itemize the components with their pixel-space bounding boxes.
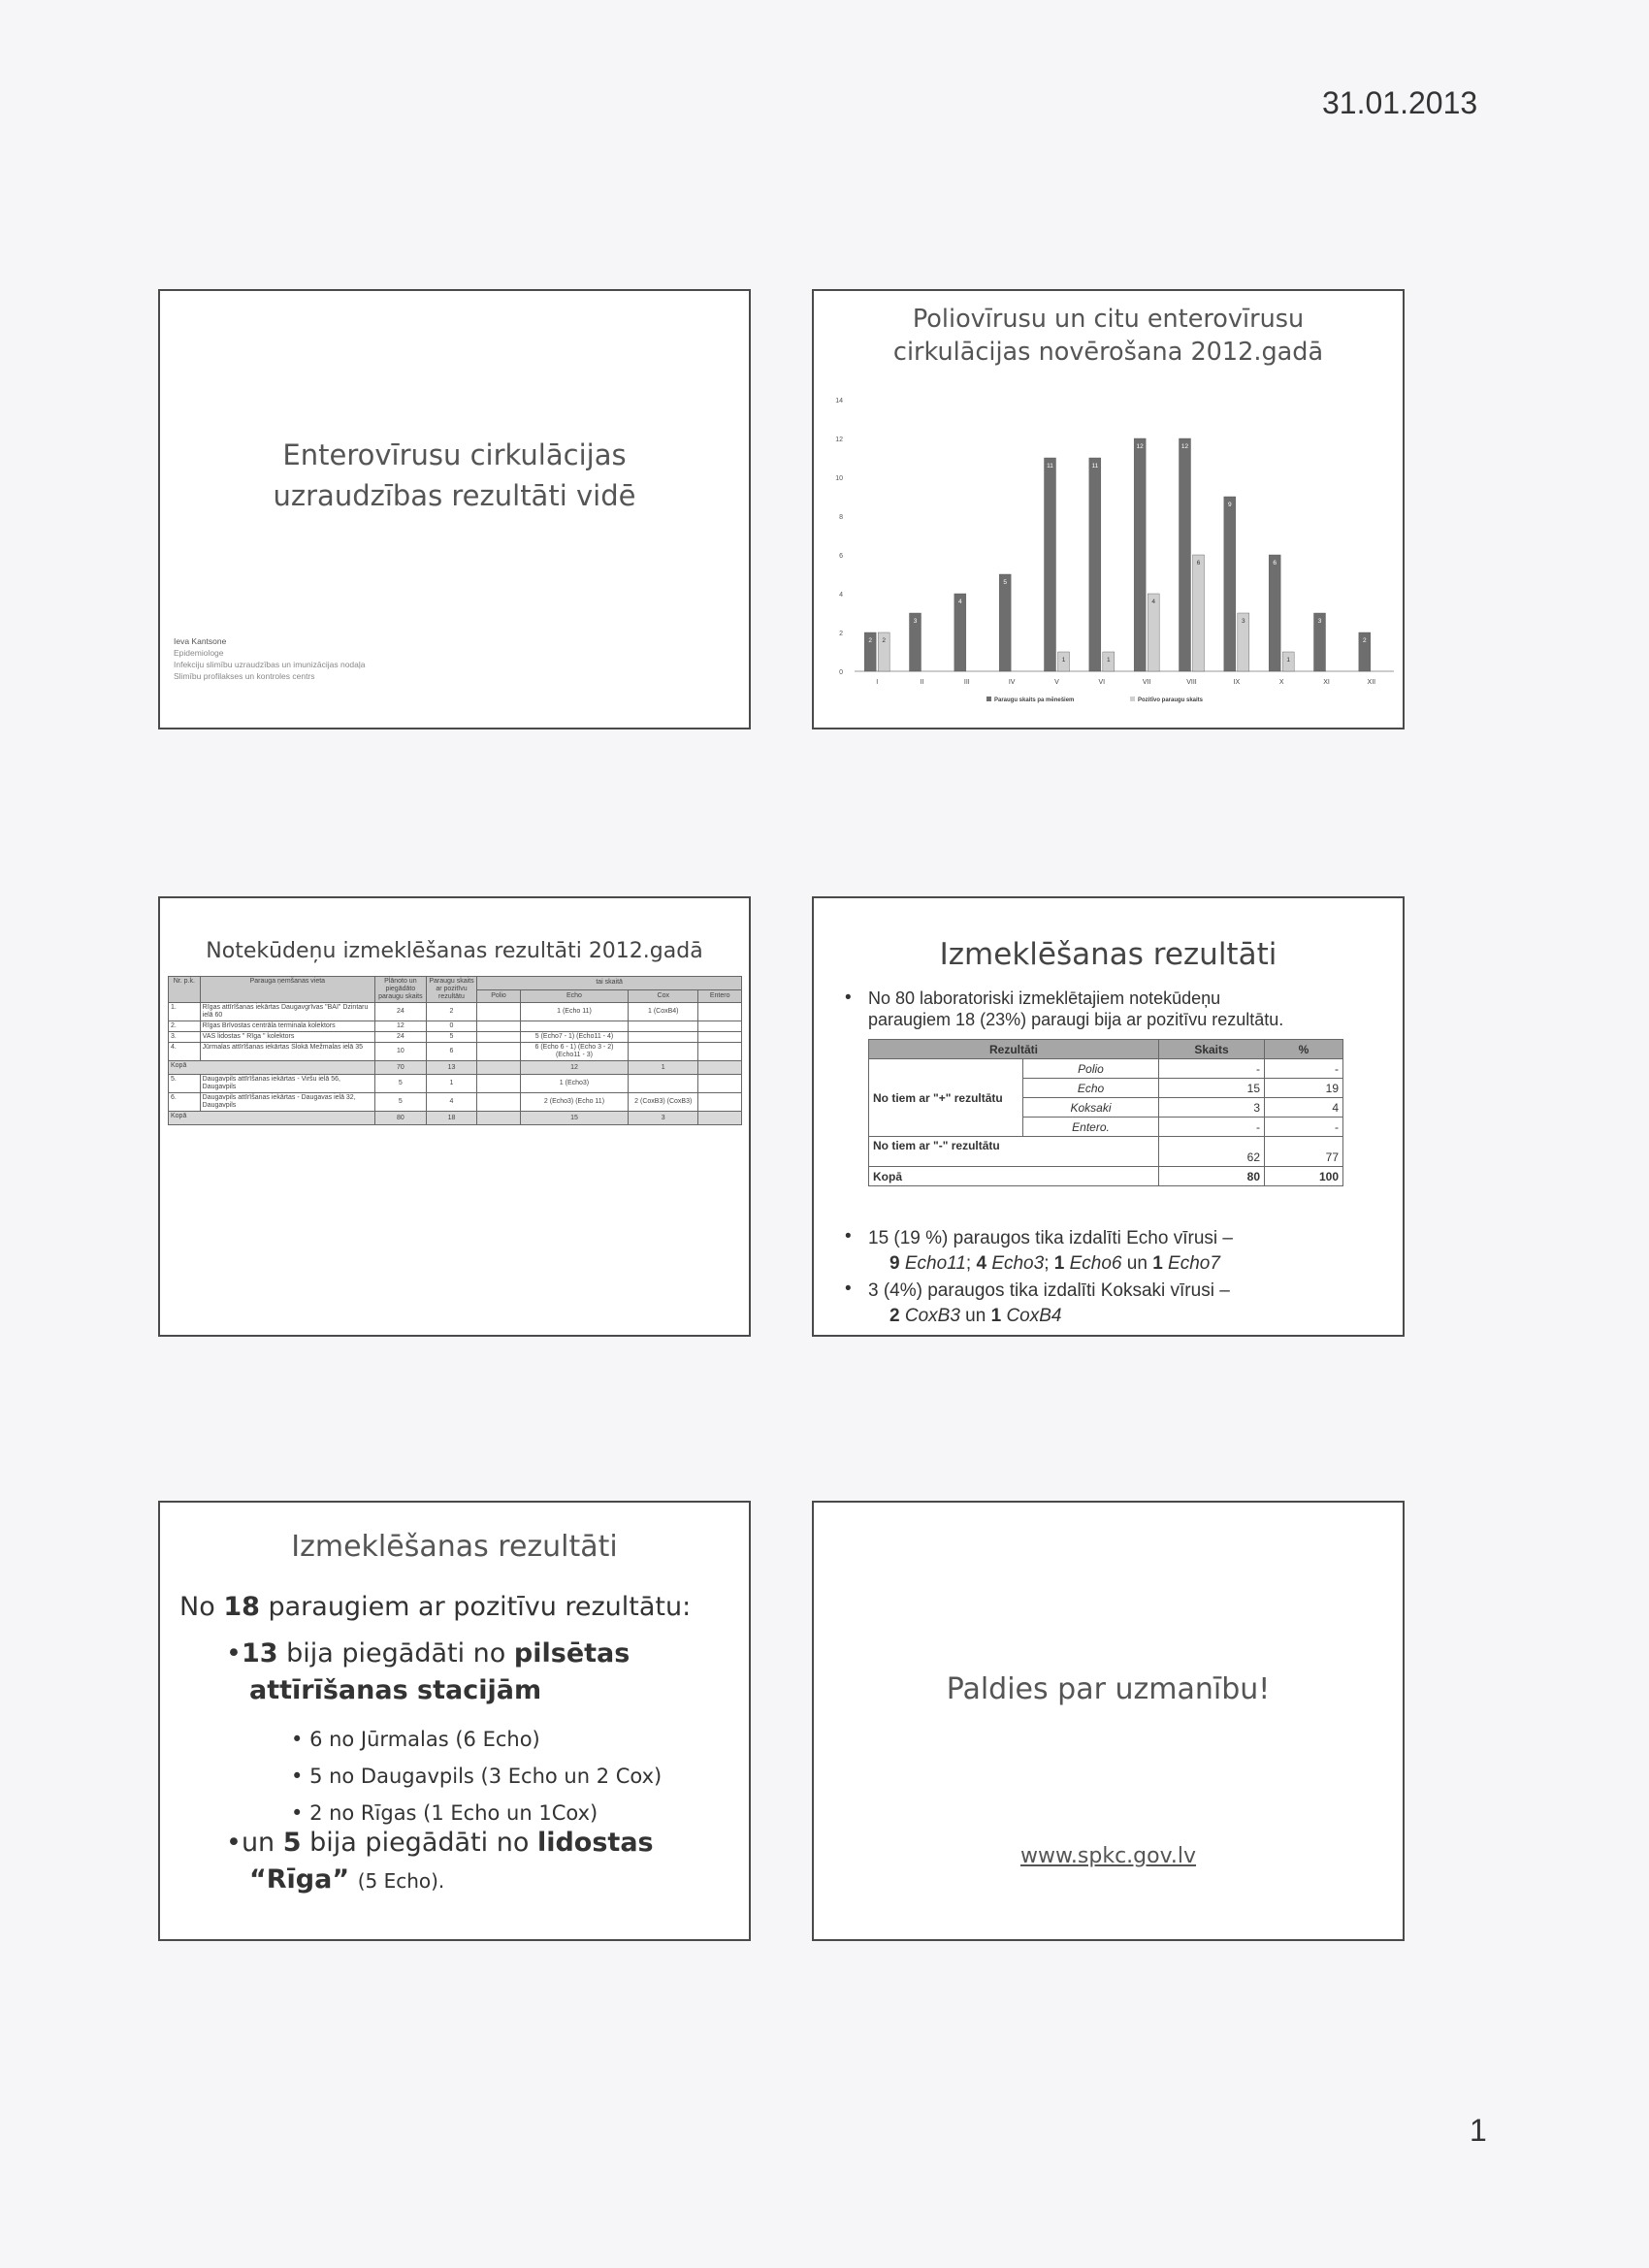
cell-entero	[698, 1021, 742, 1032]
bar-data-label: 1	[1286, 657, 1290, 664]
cell-pct: 100	[1265, 1167, 1343, 1186]
cell-polio	[477, 1021, 521, 1032]
bar	[999, 574, 1011, 671]
cell-name: Koksaki	[1023, 1098, 1159, 1118]
bar-data-label: 2	[882, 637, 886, 644]
summary-sub-item: • 2 no Rīgas (1 Echo un 1Cox)	[291, 1801, 598, 1825]
cell-polio	[477, 1043, 521, 1061]
bullet1-line1: No 80 laboratoriski izmeklētajiem notekūdeņu	[868, 988, 1221, 1008]
cell-cox	[629, 1032, 698, 1043]
slide1-title-line2: uzraudzības rezultāti vidē	[273, 479, 636, 512]
y-tick-label: 0	[839, 669, 843, 676]
x-tick-label: XII	[1367, 679, 1376, 686]
bar-data-label: 2	[1363, 637, 1367, 644]
bar-data-label: 1	[1107, 657, 1111, 664]
slide2-title-line2: cirkulācijas novērošana 2012.gadā	[892, 338, 1324, 367]
bar-data-label: 6	[1196, 560, 1201, 567]
x-tick-label: VIII	[1186, 679, 1197, 686]
neg-label: No tiem ar "-" rezultātu	[869, 1137, 1159, 1167]
bar-data-label: 11	[1047, 463, 1053, 470]
cell-nr: 6.	[169, 1093, 201, 1112]
author-role: Epidemiologe	[174, 648, 224, 658]
cell-planned: 24	[375, 1003, 427, 1021]
cell-polio	[477, 1112, 521, 1125]
x-tick-label: II	[920, 679, 924, 686]
summary-intro: No 18 paraugiem ar pozitīvu rezultātu:	[179, 1592, 692, 1622]
author-department: Infekciju slimību uzraudzības un imunizācijas nodaļa	[174, 660, 366, 669]
cell-name: Polio	[1023, 1059, 1159, 1079]
bullet3-line2: 2 CoxB3 un 1 CoxB4	[889, 1306, 1062, 1326]
slide-title	[158, 289, 751, 729]
cell-count: 80	[1159, 1167, 1265, 1186]
total-label: Kopā	[869, 1167, 1159, 1186]
col-positive: Paraugu skaits ar pozitīvu rezultātu	[426, 977, 477, 1003]
bar-data-label: 4	[958, 599, 962, 605]
cell-planned: 10	[375, 1043, 427, 1061]
cell-nr: 3.	[169, 1032, 201, 1043]
cell-echo: 1 (Echo 11)	[520, 1003, 628, 1021]
bullet2-line2: 9 Echo11; 4 Echo3; 1 Echo6 un 1 Echo7	[889, 1253, 1220, 1274]
x-tick-label: IX	[1233, 679, 1241, 686]
bar-data-label: 4	[1151, 599, 1155, 605]
cell-entero	[698, 1093, 742, 1112]
cell-nr: 1.	[169, 1003, 201, 1021]
slide-thanks	[812, 1501, 1405, 1941]
cell-positive: 5	[426, 1032, 477, 1043]
bar	[1089, 458, 1101, 671]
x-tick-label: III	[963, 679, 970, 686]
bar-data-label: 3	[1317, 618, 1322, 625]
y-tick-label: 8	[839, 514, 843, 521]
cell-count: -	[1159, 1118, 1265, 1137]
summary-cities-cont: attīrīšanas stacijām	[249, 1675, 542, 1705]
cell-planned: 12	[375, 1021, 427, 1032]
table-row	[869, 1059, 1343, 1079]
page-number: 1	[1470, 2113, 1487, 2148]
col-of-which: tai skaitā	[477, 977, 742, 990]
author-organization: Slimību profilakses un kontroles centrs	[174, 671, 315, 681]
summary-sub-item: • 6 no Jūrmalas (6 Echo)	[291, 1728, 540, 1751]
cell-polio	[477, 1061, 521, 1075]
bar-data-label: 5	[1003, 579, 1007, 586]
table-row	[169, 1093, 742, 1112]
y-tick-label: 6	[839, 553, 843, 560]
bar	[1148, 594, 1159, 671]
table-row	[169, 1003, 742, 1021]
cell-pct: -	[1265, 1059, 1343, 1079]
x-tick-label: XI	[1323, 679, 1330, 686]
cell-planned: 24	[375, 1032, 427, 1043]
cell-cox	[629, 1043, 698, 1061]
cell-echo: 6 (Echo 6 - 1) (Echo 3 - 2) (Echo11 - 3)	[520, 1043, 628, 1061]
thanks-text: Paldies par uzmanību!	[946, 1672, 1271, 1706]
total-row	[169, 1112, 742, 1125]
cell-polio	[477, 1003, 521, 1021]
summary-airport-cont: “Rīga” (5 Echo).	[249, 1864, 445, 1895]
cell-place: VAS lidostas " Rīga " kolektors	[200, 1032, 374, 1043]
bar-data-label: 12	[1180, 443, 1189, 450]
x-tick-label: I	[876, 679, 879, 686]
cell-echo: 1 (Echo3)	[520, 1075, 628, 1093]
x-tick-label: V	[1054, 679, 1059, 686]
bar-data-label: 1	[1061, 657, 1066, 664]
cell-nr: 2.	[169, 1021, 201, 1032]
y-tick-label: 4	[839, 592, 843, 599]
col-polio: Polio	[477, 989, 521, 1003]
cell-place: Daugavpils attīrīšanas iekārtas - Viršu ielā 56, Daugavpils	[200, 1075, 374, 1093]
slide1-title-line1: Enterovīrusu cirkulācijas	[282, 438, 627, 471]
col-place: Parauga ņemšanas vieta	[200, 977, 374, 1003]
cell-nr: 4.	[169, 1043, 201, 1061]
bar	[1193, 555, 1205, 671]
cell-echo: 5 (Echo7 - 1) (Echo11 - 4)	[520, 1032, 628, 1043]
table-row	[869, 1137, 1343, 1167]
cell-positive: 2	[426, 1003, 477, 1021]
col-result: Rezultāti	[869, 1040, 1159, 1059]
bar-chart	[814, 291, 1403, 728]
table-row	[869, 1167, 1343, 1186]
col-count: Skaits	[1159, 1040, 1265, 1059]
x-tick-label: X	[1278, 679, 1284, 686]
bar	[1134, 438, 1146, 671]
cell-echo: 2 (Echo3) (Echo 11)	[520, 1093, 628, 1112]
table-row	[169, 1021, 742, 1032]
cell-planned: 5	[375, 1093, 427, 1112]
cell-positive: 6	[426, 1043, 477, 1061]
bar	[1224, 497, 1236, 671]
cell-positive: 1	[426, 1075, 477, 1093]
subtotal-row	[169, 1061, 742, 1075]
y-tick-label: 2	[839, 631, 843, 637]
y-tick-label: 12	[835, 437, 843, 443]
table-row	[169, 1032, 742, 1043]
col-nr: Nr. p.k.	[169, 977, 201, 1003]
bar-data-label: 11	[1091, 463, 1099, 470]
cell-cox	[629, 1021, 698, 1032]
cell-echo	[520, 1021, 628, 1032]
cell-label: Kopā	[169, 1112, 375, 1125]
slide4-title: Izmeklēšanas rezultāti	[939, 937, 1277, 972]
cell-pct: 4	[1265, 1098, 1343, 1118]
cell-entero	[698, 1003, 742, 1021]
results-table	[868, 1039, 1343, 1186]
col-planned: Plānoto un piegādāto paraugu skaits	[375, 977, 427, 1003]
table-row	[169, 1075, 742, 1093]
bullet2-line1: 15 (19 %) paraugos tika izdalīti Echo vīrusi –	[868, 1228, 1233, 1248]
y-tick-label: 14	[835, 398, 843, 405]
cell-entero	[698, 1075, 742, 1093]
cell-nr: 5.	[169, 1075, 201, 1093]
slide1-title	[160, 435, 749, 516]
cell-cox: 1 (CoxB4)	[629, 1003, 698, 1021]
cell-place: Rīgas Brīvostas centrāla terminala kolektors	[200, 1021, 374, 1032]
cell-pct: 77	[1265, 1137, 1343, 1167]
x-tick-label: IV	[1008, 679, 1016, 686]
slide-wastewater-table	[158, 896, 751, 1337]
cell-place: Jūrmalas attīrīšanas iekārtas Slokā Mežmalas ielā 35	[200, 1043, 374, 1061]
cell-count: 3	[1159, 1098, 1265, 1118]
bar-data-label: 3	[913, 618, 918, 625]
col-echo: Echo	[520, 989, 628, 1003]
legend-label: Paraugu skaits pa mēnešiem	[994, 697, 1075, 703]
cell-planned: 80	[375, 1112, 427, 1125]
col-pct: %	[1265, 1040, 1343, 1059]
cell-count: 62	[1159, 1137, 1265, 1167]
cell-pct: -	[1265, 1118, 1343, 1137]
bar-data-label: 2	[868, 637, 872, 644]
cell-polio	[477, 1032, 521, 1043]
cell-count: 15	[1159, 1079, 1265, 1098]
slide2-title-line1: Poliovīrusu un citu enterovīrusu	[912, 305, 1305, 334]
cell-positive: 4	[426, 1093, 477, 1112]
cell-name: Echo	[1023, 1079, 1159, 1098]
table-row	[169, 1043, 742, 1061]
cell-count: -	[1159, 1059, 1265, 1079]
slide-summary	[158, 1501, 751, 1941]
cell-positive: 13	[426, 1061, 477, 1075]
cell-entero	[698, 1043, 742, 1061]
cell-polio	[477, 1075, 521, 1093]
cell-planned: 70	[375, 1061, 427, 1075]
legend-label: Pozitīvo paraugu skaits	[1138, 697, 1204, 703]
col-cox: Cox	[629, 989, 698, 1003]
cell-pct: 19	[1265, 1079, 1343, 1098]
slide-chart	[812, 289, 1405, 729]
cell-place: Daugavpils attīrīšanas iekārtas - Daugavas ielā 32, Daugavpils	[200, 1093, 374, 1112]
bullet3-line1: 3 (4%) paraugos tika izdalīti Koksaki vīrusi –	[868, 1280, 1230, 1301]
bar-data-label: 3	[1242, 618, 1245, 625]
summary-sub-item: • 5 no Daugavpils (3 Echo un 2 Cox)	[291, 1765, 663, 1788]
cell-planned: 5	[375, 1075, 427, 1093]
cell-cox: 3	[629, 1112, 698, 1125]
col-entero: Entero	[698, 989, 742, 1003]
page-date: 31.01.2013	[1322, 85, 1478, 120]
slide-results: Izmeklēšanas rezultāti • No 80 laboratoriski izmeklētajiem notekūdeņu paraugiem 18 (23%) paraugi bija ar pozitīvu rezultātu. Rezultāti Skaits % No tiem ar "+" rezultātu Polio - - Echo 15 19 Koksaki 3 4 Entero. - - No tiem ar "-" rezultātu 62 77 Kopā 80 100 • 15 (19 %) paraugos tika izdalīti Echo vīrusi – 9 Echo11; 4 Echo3; 1 Echo6 un 1 Echo7 • 3 (4%) paraugos tika izdalīti Koksaki vīrusi – 2 CoxB3 un 1 CoxB4	[812, 896, 1405, 1337]
cell-place: Rīgas attīrīšanas iekārtas Daugavgrīvas "BAI" Dzintaru ielā 60	[200, 1003, 374, 1021]
cell-polio	[477, 1093, 521, 1112]
bar-data-label: 6	[1273, 560, 1277, 567]
bar	[1045, 458, 1056, 671]
slide5-title: Izmeklēšanas rezultāti	[291, 1530, 618, 1564]
cell-cox: 2 (CoxB3) (CoxB3)	[629, 1093, 698, 1112]
summary-cities: •13 bija piegādāti no pilsētas	[226, 1638, 630, 1669]
bar	[954, 594, 966, 671]
pos-label: No tiem ar "+" rezultātu	[869, 1059, 1023, 1137]
cell-positive: 0	[426, 1021, 477, 1032]
cell-cox	[629, 1075, 698, 1093]
slide3-title: Notekūdeņu izmeklēšanas rezultāti 2012.gadā	[206, 939, 703, 963]
slide1-author	[174, 635, 366, 682]
cell-echo: 15	[520, 1112, 628, 1125]
cell-label: Kopā	[169, 1061, 375, 1075]
cell-cox: 1	[629, 1061, 698, 1075]
y-tick-label: 10	[835, 475, 843, 482]
website-link[interactable]: www.spkc.gov.lv	[1019, 1844, 1197, 1868]
cell-entero	[698, 1032, 742, 1043]
bar	[1180, 438, 1191, 671]
summary-airport: •un 5 bija piegādāti no lidostas	[226, 1828, 654, 1858]
legend-swatch	[986, 697, 991, 701]
x-tick-label: VII	[1142, 679, 1151, 686]
bar-data-label: 9	[1228, 502, 1232, 508]
legend-swatch	[1130, 697, 1135, 701]
x-tick-label: VI	[1098, 679, 1106, 686]
cell-echo: 12	[520, 1061, 628, 1075]
cell-name: Entero.	[1023, 1118, 1159, 1137]
wastewater-table	[168, 976, 742, 1125]
author-name: Ieva Kantsone	[174, 636, 227, 646]
bar-data-label: 12	[1136, 443, 1144, 450]
bar	[1269, 555, 1280, 671]
cell-entero	[698, 1112, 742, 1125]
bullet1-line2: paraugiem 18 (23%) paraugi bija ar pozitīvu rezultātu.	[868, 1010, 1284, 1029]
cell-positive: 18	[426, 1112, 477, 1125]
cell-entero	[698, 1061, 742, 1075]
